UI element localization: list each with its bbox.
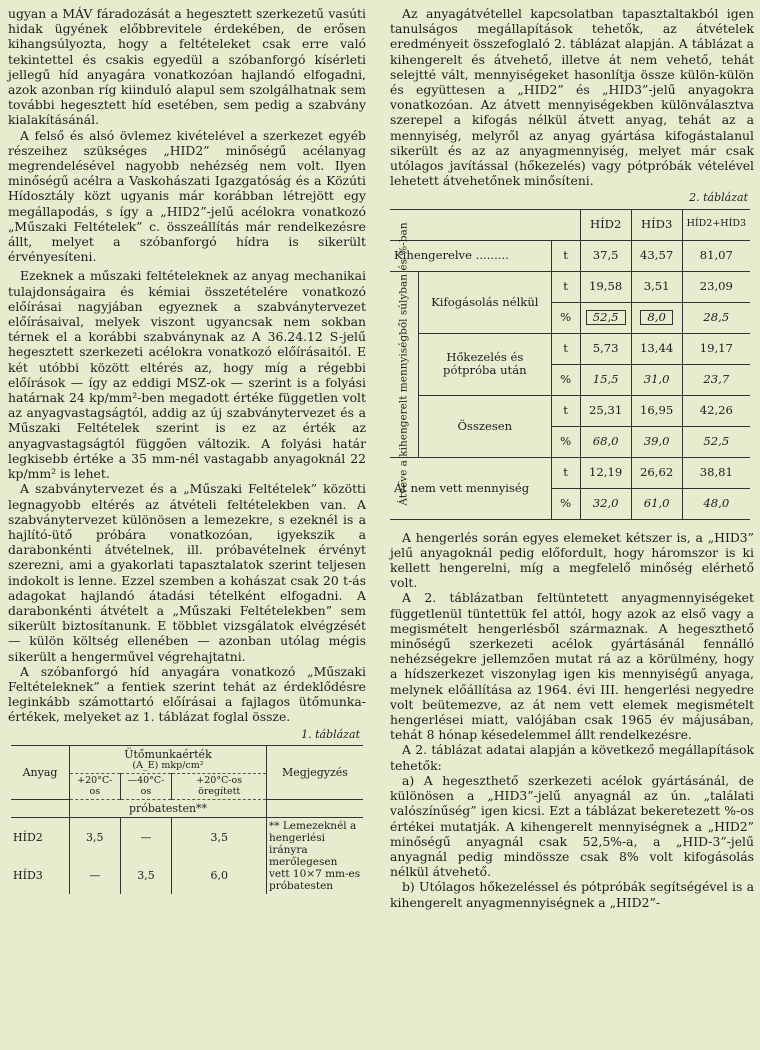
table1-cell: 3,5 xyxy=(172,818,267,857)
table1-note: ** Lemezeknél a hengerlési irányra merőlegesen vett 10×7 mm-es próbatesten xyxy=(267,818,364,895)
table2-cell: 68,0 xyxy=(580,426,631,457)
left-column xyxy=(8,6,366,894)
table2-cell: 19,58 xyxy=(580,271,631,302)
table1 xyxy=(11,745,363,895)
table2-cell: 25,31 xyxy=(580,395,631,426)
table2-cell: 43,57 xyxy=(631,240,682,271)
table2-cell: 48,0 xyxy=(682,488,750,519)
table2-row-label: Összesen xyxy=(419,395,552,457)
table2-cell-boxed: 8,0 xyxy=(631,302,682,333)
table1-cell: — xyxy=(120,818,172,857)
table2-cell: 61,0 xyxy=(631,488,682,519)
paragraph: b) Utólagos hőkezeléssel és pótpróbák segítségével is a kihengerelt anyagmennyiségnek a „HID2”- xyxy=(390,879,754,910)
table2-cell: 15,5 xyxy=(580,364,631,395)
table1-cell: 3,5 xyxy=(120,856,172,894)
table2-row-label: Át nem vett mennyiség xyxy=(394,480,530,495)
paragraph: a) A hegeszthető szerkezeti acélok gyártásánál, de különösen a „HID3”-jelű anyagnál az ún. „találati valószínűség” igen kicsi. Ezt a táblázat bekeretezett %-os értékei mutatják. A kihengerelt mennyiségnek a „HID2” minőségű anyagnál csak 52,5%-a, a „HID-3”-jelű anyagnál pedig mindössze csak 8% volt kifogásolás nélkül átvehető. xyxy=(390,772,754,880)
table2-row-label: Hőkezelés és pótpróba után xyxy=(419,333,552,395)
paragraph: A hengerlés során egyes elemeket kétszer is, a „HID3” jelű anyagoknál pedig előfordult, hogy háromszor is ki kellett hengerelni, míg a megfelelő minőség elérhető volt. xyxy=(390,529,754,591)
table1-header-group: Ütőmunkaérték (A_E) mkp/cm² xyxy=(70,745,267,774)
table2-cell: 37,5 xyxy=(580,240,631,271)
table2-row-label: Kifogásolás nélkül xyxy=(419,271,552,333)
table2-col-header: HÍD2 xyxy=(580,209,631,240)
table2-cell: 23,7 xyxy=(682,364,750,395)
table2-col-header: HÍD2+HÍD3 xyxy=(682,209,750,240)
table2-cell: 19,17 xyxy=(682,333,750,364)
table2-cell: 81,07 xyxy=(682,240,750,271)
table2: HÍD2 HÍD3 HÍD2+HÍD3 Kihengerelve ......... t 37,5 43,57 81,07 Átvéve a kihengerelt mennyiségből súlyban és %-ban Kifogásolás nélkül t 19,58 3,51 23,09 % 52,5 8,0 28,5 Hőkezelés és pótpróba után t 5,73 13,44 19,17 % 15,5 31,0 23,7 Összesen t 25,31 16,95 42,26 % 68,0 39,0 52,5 Át nem vett mennyiség t 12,19 26,62 38,81 % 32,0 61,0 48,0 xyxy=(390,209,750,520)
table2-cell: 42,26 xyxy=(682,395,750,426)
table1-header-note: Megjegyzés xyxy=(267,745,364,800)
right-column xyxy=(390,6,754,910)
table2-cell: 31,0 xyxy=(631,364,682,395)
paragraph: A 2. táblázatban feltüntetett anyagmennyiségeket függetlenül tüntettük fel attól, hogy azok az első vagy a megismételt hengerlésből származnak. A hegeszthető minőségű szerkezeti acélok gyártásánál fennálló nehézségekre jellemzően mutat rá az a körülmény, hogy a hídszerkezet viszonylag igen kis mennyiségű anyaga, melynek előállítása az 1964. évi III. hengerlési negyedre volt beütemezve, az át nem vett elemek megismételt hengerlései miatt, valójában csak 1965 év májusában, tehát 8 hónap késedelemmel állt rendelkezésre. xyxy=(390,590,754,743)
paragraph: A szóbanforgó híd anyagára vonatkozó „Műszaki Feltételeknek” a fentiek szerint tehát az érdeklődésre leginkább számottartó előírásai a fajlagos ütőmunka-értékek, melyeket az 1. táblázat foglal össze. xyxy=(8,663,366,725)
paragraph: A felső és alsó övlemez kivételével a szerkezet egyéb részeihez szükséges „HID2” minőségű acélanyag megrendelésével nagyobb nehézség nem volt. Ilyen minőségű acélra a Vaskohászati Igazgatóság és a Közúti Hídosztály közt ugyanis már korábban létrejött egy megállapodás, s így a „HID2”-jelű acélokra vonatkozó „Műszaki Feltételek” c. összeállítás már rendelkezésre állt, melyet a szóbanforgó hídra is sikerült érvényesíteni. xyxy=(8,127,366,265)
table2-cell: 12,19 xyxy=(580,457,631,488)
paragraph: ugyan a MÁV fáradozását a hegesztett szerkezetű vasúti hidak ügyének előbbrevitele érdekében, de erősen kihangsúlyozta, hogy a feltételeket csak erre való tekintettel és csakis egyedül a szóbanforgó kísérleti jellegű híd anyagára vonatkozóan hajlandó elfogadni, azok azonban ríg kiinduló alapul sem szolgálhatnak sem további hegesztett híd esetében, sem pedig a szabvány kialakításánál. xyxy=(8,6,366,128)
table1-caption: 1. táblázat xyxy=(301,727,360,741)
paragraph: A 2. táblázat adatai alapján a következő megállapítások tehetők: xyxy=(390,742,754,773)
table1-col-header: —40°C-os xyxy=(120,774,172,800)
table2-cell: 23,09 xyxy=(682,271,750,302)
paragraph: Az anyagátvétellel kapcsolatban tapasztaltakból igen tanulságos megállapítások tehetők, az átvételek eredményeit összefoglaló 2. táblázat alapján. A táblázat a kihengerelt és átvehető, illetve át nem vehető, tehát selejtté vált, mennyiségeket hasonlítja össze külön-külön és együttesen a „HID2” és „HID3”-jelű anyagokra vonatkozóan. Az átvett mennyiségekben különválasztva szerepel a kifogás nélkül átvett anyag, tehát az a mennyiség, melyről az anyag gyártása kifogástalanul sikerült és az az anyagmennyiség, melyet már csak utólagos javítással (hőkezelés) vagy pótpróbák vételével lehetett átvehetőnek minősíteni. xyxy=(390,6,754,189)
table1-cell: 6,0 xyxy=(172,856,267,894)
table1-col-header: +20°C-os öregített xyxy=(172,774,267,800)
table2-cell: 39,0 xyxy=(631,426,682,457)
table2-caption: 2. táblázat xyxy=(689,191,748,205)
table2-col-header: HÍD3 xyxy=(631,209,682,240)
table2-cell: 28,5 xyxy=(682,302,750,333)
table2-cell: 16,95 xyxy=(631,395,682,426)
table1-cell: — xyxy=(70,856,121,894)
table1-header-anyag: Anyag xyxy=(11,745,70,800)
table1-subheader: próbatesten** xyxy=(70,800,267,818)
table2-cell: 32,0 xyxy=(580,488,631,519)
paragraph: A szabványtervezet és a „Műszaki Feltételek” közötti legnagyobb eltérés az átvételi feltételekben van. A szabványtervezet különösen a lemezekre, s ezeknél is a hajlító-ütő próbára vonatkozóan, igyekszik a darabonkénti átvételnek, ill. próbavételnek érvényt szerezni, ami a gyakorlati tapasztalatok szerint teljesen indokolt is lenne. Ezzel szemben a kohászat csak 20 t-ás adagokat hajlandó átadási tételként elfogadni. A darabonkénti átvételt a „Műszaki Feltételekben” sem sikerült biztosítanunk. E többlet vizsgálatok elvégzését — külön költség ellenében — azonban utólag mégis sikerült a hengerművel végrehajtatni. xyxy=(8,481,366,664)
table2-cell: 13,44 xyxy=(631,333,682,364)
table2-cell: 5,73 xyxy=(580,333,631,364)
table1-cell: 3,5 xyxy=(70,818,121,857)
table1-cell-anyag: HÍD2 xyxy=(13,830,43,844)
table2-row-label: Kihengerelve ......... xyxy=(394,248,509,263)
table1-cell-anyag: HÍD3 xyxy=(13,868,43,882)
table1-col-header: +20°C-os xyxy=(70,774,121,800)
paragraph: Ezeknek a műszaki feltételeknek az anyag mechanikai tulajdonságaira és kémiai összetételére vonatkozó előírásai nagyjában egyeznek a szabványtervezet előírásaival, melyek viszont ugyancsak nem sokban térnek el a korábbi szabványnak az A 36.24.12 S-jelű hegesztett szerkezeti acélokra vonatkozó előírásaitól. E két utóbbi között eltérés az, hogy míg a régebbi előírások — így az eddigi MSZ-ok — szerint is a folyási határnak 24 kp/mm²-ben megadott értéke független volt az anyagvastagságtól, addig az új szabványtervezet és a Műszaki Feltételek szerint is ez az érték az anyagvastagságtól függően változik. A folyási határ legkisebb értéke a 35 mm-nél vastagabb anyagoknál 22 kp/mm² is lehet. xyxy=(8,268,366,482)
table2-cell: 38,81 xyxy=(682,457,750,488)
table2-cell: 26,62 xyxy=(631,457,682,488)
table2-group-label: Átvéve a kihengerelt mennyiségből súlyban és %-ban xyxy=(397,222,410,506)
table2-cell: 3,51 xyxy=(631,271,682,302)
table2-cell: 52,5 xyxy=(682,426,750,457)
table2-cell-boxed: 52,5 xyxy=(580,302,631,333)
